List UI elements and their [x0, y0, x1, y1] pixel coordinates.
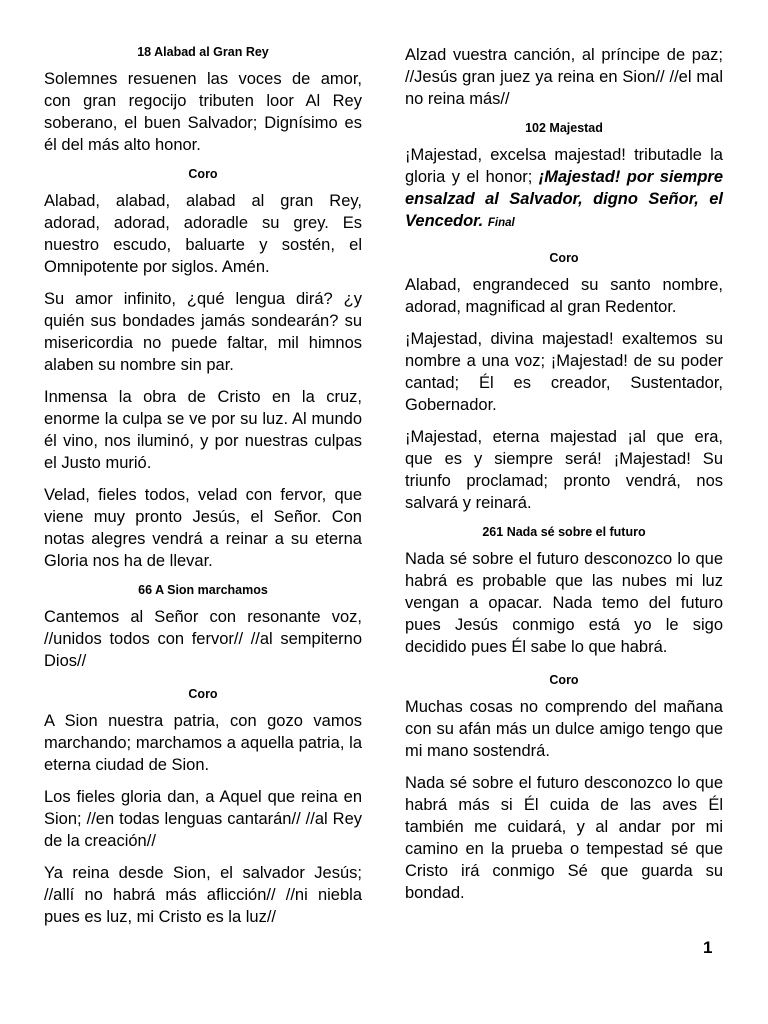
hymn-title-66: 66 A Sion marchamos: [138, 583, 268, 597]
right-column: [405, 44, 723, 914]
hymn-title-261: 261 Nada sé sobre el futuro: [482, 525, 646, 539]
hymn102-verse-1-plain: ¡Majestad, excelsa majestad! tributadle la gloria y el honor;: [405, 146, 723, 186]
hymn102-verse-2: ¡Majestad, divina majestad! exaltemos su nombre a una voz; ¡Majestad! de su poder cantad; Él es creador, Sustentador, Gobernador.: [405, 330, 723, 414]
hymn102-verse-1: [405, 144, 723, 234]
hymn-title-102: 102 Majestad: [525, 121, 603, 135]
hymn102-final-label: Final: [487, 217, 515, 229]
hymn66-verse-3: Ya reina desde Sion, el salvador Jesús; //allí no habrá más aflicción// //ni niebla pues es luz, mi Cristo es la luz//: [44, 864, 362, 926]
hymn102-coro: Alabad, engrandeced su santo nombre, adorad, magnificad al gran Redentor.: [405, 276, 723, 316]
hymn102-verse-3: ¡Majestad, eterna majestad ¡al que era, que es y siempre será! ¡Majestad! Su triunfo proclamad; pronto vendrá, nos salvará y reinará.: [405, 428, 723, 512]
hymn102-coro-label: Coro: [549, 251, 579, 265]
hymn-title-18: 18 Alabad al Gran Rey: [137, 45, 269, 59]
page-number: 1: [703, 938, 713, 957]
hymn18-coro-label: Coro: [188, 167, 218, 181]
hymn261-verse-1: Nada sé sobre el futuro desconozco lo que habrá es probable que las nubes mi luz vengan a opacar. Nada temo del futuro pues Jesús conmigo está yo le sigo decidido pues Él sabe lo que habrá.: [405, 550, 723, 656]
hymn18-verse-3: Inmensa la obra de Cristo en la cruz, enorme la culpa se ve por su luz. Al mundo él vino, nos iluminó, y por nuestras culpas el Justo murió.: [44, 388, 362, 472]
hymn261-verse-2: Nada sé sobre el futuro desconozco lo que habrá más si Él cuida de las aves Él también me cuidará, y al andar por mi camino en la prueba o tempestad sé que Cristo irá conmigo Sé que guarda su bondad.: [405, 774, 723, 902]
hymn102-verse-1-bold: ¡Majestad! por siempre ensalzad al Salvador, digno Señor, el Vencedor.: [405, 168, 723, 230]
hymn18-coro: Alabad, alabad, alabad al gran Rey, adorad, adorad, adoradle su grey. Es nuestro escudo, baluarte y sostén, el Omnipotente por siglos. Amén.: [44, 192, 362, 276]
hymn261-coro: Muchas cosas no comprendo del mañana con su afán más un dulce amigo tengo que mi mano sostendrá.: [405, 698, 723, 760]
hymn66-coro: A Sion nuestra patria, con gozo vamos marchando; marchamos a aquella patria, la eterna ciudad de Sion.: [44, 712, 362, 774]
left-column: [44, 44, 362, 938]
hymn261-coro-label: Coro: [549, 673, 579, 687]
hymn66-coro-label: Coro: [188, 687, 218, 701]
hymn18-verse-1: Solemnes resuenen las voces de amor, con gran regocijo tributen loor Al Rey soberano, el buen Salvador; Dignísimo es él del más alto honor.: [44, 70, 362, 154]
hymn66-verse-4: Alzad vuestra canción, al príncipe de paz; //Jesús gran juez ya reina en Sion// //el mal no reina más//: [405, 46, 723, 108]
hymn18-verse-4: Velad, fieles todos, velad con fervor, que viene muy pronto Jesús, el Señor. Con notas alegres vendrá a reinar a su eterna Gloria nos ha de llevar.: [44, 486, 362, 570]
hymn66-verse-2: Los fieles gloria dan, a Aquel que reina en Sion; //en todas lenguas cantarán// //al Rey de la creación//: [44, 788, 362, 850]
hymn66-verse-1: Cantemos al Señor con resonante voz, //unidos todos con fervor// //al sempiterno Dios//: [44, 608, 362, 670]
hymn18-verse-2: Su amor infinito, ¿qué lengua dirá? ¿y quién sus bondades jamás sondearán? su misericordia no puede faltar, mil himnos alaben su nombre sin par.: [44, 290, 362, 374]
